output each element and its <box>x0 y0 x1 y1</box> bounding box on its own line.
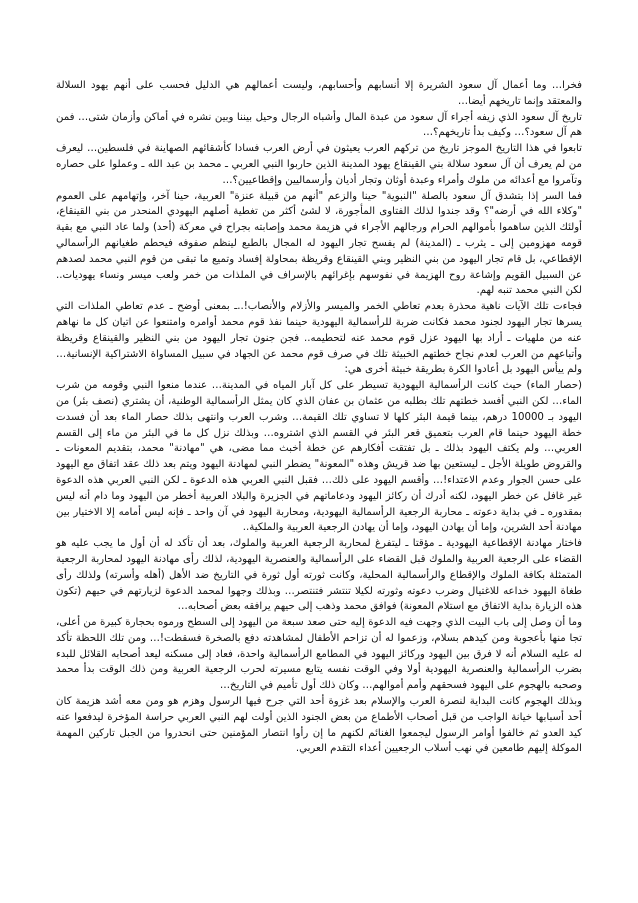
paragraph-5: فجاءت تلك الآيات ناهية محذرة بعدم تعاطي الخمر والميسر والأزلام والأنصاب!..ـ بمعنى أوضح ـ عدم تعاطي الملذات التي يسرها تجار اليهود لجنود محمد فكانت ضربة للرأسمالية اليهودية حينما نفذ قوم محمد أوامره وامتنعوا عن اتيان كل ما نهاهم عنه من ملهيات ـ أراد بها اليهود عزل قوم محمد عنه لتحطيمه.. فجن جنون تجار اليهود من بني النظير والقينقاع وقريظة وأتباعهم من العرب لعدم نجاح خطتهم الخبيثة تلك في صرف قوم محمد عن الجهاد في سبيل المساواة الاشتراكية الإنسانية… ولم ييأس اليهود بل أعادوا الكرة بطريقة خبيثة أخرى هي: <box>56 301 582 376</box>
paragraph-8: وما أن وصل إلى باب البيت الذي وجهت فيه الدعوة إليه حتى صعد سبعة من اليهود إلى السطح ورموه بحجارة كبيرة من أعلى، تجا منها بأعجوبة ومن كيدهم بسلام، وزعموا له أن تزاحم الأطفال لمشاهدته دفع بالصخرة فسقطت!… ومن تلك اللحظة تأكد له عليه السلام أنه لا فرق بين اليهود وركائز اليهود في المطامع الرأسمالية واحدة، فعاد إلى مسكنه ليعد أصحابه القلائل للبدء بضرب الرأسمالية والعنصرية اليهودية أولا وفي الوقت نفسه يتابع مسيرته لحرب الرجعية العربية ومن ذلك الوقت بدأ محمد وصحبه بالهجوم على اليهود فسحقهم وأمم أموالهم… وكان ذلك أول تأميم في التاريخ… <box>56 617 582 692</box>
paragraph-6: (حصار الماء) حيث كانت الرأسمالية اليهودية تسيطر على كل آبار المياه في المدينة… عندما منعوا النبي وقومه من شرب الماء… لكن النبي أفسد خطتهم تلك بطلبه من عثمان بن عفان الذي كان يمثل الرأسمالية الوطنية، أن يشتري (نصف بئر) من اليهود بـ 10000 درهم، بينما قيمة البئر كلها لا تساوي تلك القيمة… وشرب العرب وانتهى بذلك حصار الماء بعد أن فسدت خطة اليهود حينما قام العرب بتعميق قعر البئر في القسم الذي اشتروه… وبذلك نزل كل ما في البئر من ماء إلى القسم العربي… ولم يكتف اليهود بذلك ـ بل تفتقت أفكارهم عن خطة أخبث مما مضى، هي "مهادنة" محمد، بتقديم المعونات ـ والقروض طويلة الأجل ـ ليستعين بها ضد قريش وهذه "المعونة" يضطر النبي لمهادنة اليهود ويتم بعد ذلك عقد اتفاق مع اليهود على حسن الجوار وعدم الاعتداء!… وأقسم اليهود على ذلك… فقبل النبي العربي هذه الدعوة ـ لكن النبي العربي هذه الدعوة غير غافل عن خطر اليهود، لكنه أدرك أن ركائز اليهود ودعاماتهم في الجزيرة والبلاد العربية أخطر من اليهود وما دام أنه ليس بمقدوره ـ في بداية دعوته ـ محاربة الرجعية الرأسمالية اليهودية، ومحاربة اليهود في آن واحد ـ فإنه ليس أمامه إلا الاختيار بين مهادنة أحد الشرين، وإما أن يهادن اليهود، وإما أن يهادن الرجعية العربية والملكية.. <box>56 380 582 534</box>
article-text <box>56 78 582 757</box>
paragraph-7: فاختار مهادنة الإقطاعية اليهودية ـ مؤقتا ـ ليتفرغ لمحاربة الرجعية العربية والملوك، بعد أن تأكد له أن أول ما يجب عليه هو القضاء على الرجعية العربية والملوك قبل القضاء على الرأسمالية والعنصرية اليهودية، لذلك رأى مهادنة اليهود لمحاربة الرجعية المتمثلة بكافة الملوك والإقطاع والرأسمالية المحلية، وكانت ثورته أول ثورة في التاريخ ضد الأهل (أهله وأسرته) ولذلك رأى طغاة اليهود خداعه للاغتيال وضرب دعوته وثورته لكيلا تنتشر فتنتصر… وبذلك وجهوا لمحمد الدعوة لزيارتهم في حيهم (تكون هذه الزيارة بداية الاتفاق مع استلام المعونة) فوافق محمد وذهب إلى حيهم يرافقه بعض أصحابه… <box>56 538 582 613</box>
paragraph-9: وبذلك الهجوم كانت البداية لنصرة العرب والإسلام بعد غزوة أحد التي جرح فيها الرسول وهزم هو ومن معه أشد هزيمة كان أحد أسبابها خيانة الواجب من قبل أصحاب الأطماع من بعض الجنود الذين أولت لهم النبي العربي حراسة المؤخرة ليدفعوا عنه كيد العدو ثم خالفوا أوامر الرسول ليجمعوا الغنائم لكنهم ما إن رأوا انتصار المؤمنين حتى انحدروا من الجبل تاركين المهمة الموكلة إليهم طامعين في نهب أسلاب الرجعيين أعداء التقدم العربي. <box>56 696 582 755</box>
paragraph-4: فما السر إذا بتشدق آل سعود بالصلة "النبوية" حينا والزعم "أنهم من قبيلة عنزة" العربية، حينا آخر، وإتهامهم على العموم "وكلاء الله في أرضه"؟ وقد جندوا لذلك الفتاوى المأجورة، لا لشئ أكثر من تغطية أصلهم اليهودي المنحدر من بني القينقاع، أولئك الذين ساهموا بأموالهم الحرام ورجالهم الأجراء في هزيمة محمد وإصابته بجراح في معركة (أحد) ولما عاد النبي مع بقية قومه مهزومين إلى ـ يثرب ـ (المدينة) لم يفسح تجار اليهود له المجال بالطبع لينظم صفوفه فيحطم طغيانهم الرأسمالي الإقطاعي، بل قام تجار اليهود من بني النظير وبني القينقاع وقريظة بمحاولة إفساد وتميع ما تبقى من قوم النبي محمد لصدهم عن السبيل القويم وإشاعة روح الهزيمة في نفوسهم بإغرائهم بالإسراف في الملذات من خمر ولعب ميسر ونساء يهوديات.. لكن النبي محمد تنبه لهم. <box>56 190 582 297</box>
paragraph-2: تاريخ آل سعود الذي زيفه أجراء آل سعود من عبدة المال وأشباه الرجال وحيل بيننا وبين نشره في أماكن وأزمان شتى… فمن هم آل سعود؟… وكيف بدأ تاريخهم؟… <box>56 111 582 139</box>
paragraph-1: فخرا… وما أعمال آل سعود الشريرة إلا أنسابهم وأحسابهم، وليست أعمالهم هي الدليل فحسب على أنهم يهود السلالة والمعتقد وإنما تاريخهم أيضا… <box>56 80 582 107</box>
paragraph-3: تابعوا في هذا التاريخ الموجز تاريخ من تركهم العرب يعيثون في أرض العرب فسادا كأشقائهم الصهاينة في فلسطين… ليعرف من لم يعرف أن آل سعود سلالة بني القينقاع يهود المدينة الذين حاربوا النبي العربي ـ محمد بن عبد الله ـ وعملوا على حصاره وتآمروا مع أعدائه من ملوك وأمراء وعبدة أوثان وتجار أديان وأرسماليين وإقطاعيين؟… <box>56 143 582 186</box>
